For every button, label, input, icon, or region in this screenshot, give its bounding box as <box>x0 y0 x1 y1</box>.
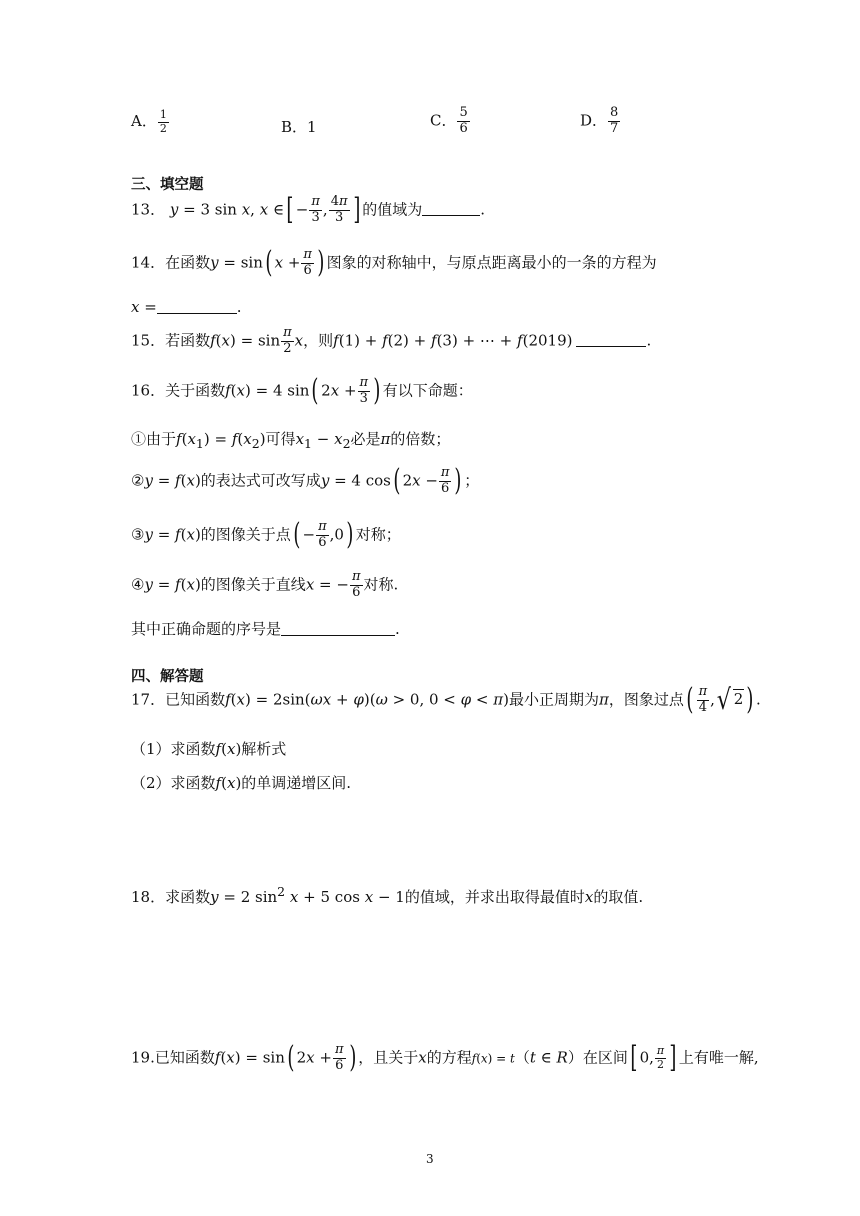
answer-blank[interactable] <box>157 298 237 314</box>
fraction: $\frac{5}{6}$ <box>459 105 468 136</box>
question-16-item-4: ④y = f(x)的图像关于直线x = − $\frac{\pi}{6}$ 对称. <box>131 569 399 600</box>
option-a: A． $\frac{1}{2}$ <box>131 108 167 135</box>
question-14: 14．在函数y = sin( x + $\frac{\pi}{6}$ ) 图象的对称轴中，与原点距离最小的一条的方程为 <box>131 245 657 281</box>
answer-blank[interactable] <box>281 620 395 636</box>
question-15: 15．若函数f(x) = sin $\frac{\pi}{2}$ x，则f(1) + f(2) + f(3) + ⋯ + f(2019) . <box>131 325 652 356</box>
question-16: 16．关于函数f(x) = 4 sin( 2x + $\frac{\pi}{3}$ ) 有以下命题： <box>131 373 473 409</box>
fraction: $\frac{1}{2}$ <box>159 108 167 135</box>
option-c: C． $\frac{5}{6}$ <box>430 105 468 136</box>
page-number: 3 <box>426 1152 434 1166</box>
fraction: $\frac{8}{7}$ <box>610 105 619 136</box>
question-16-item-3: ③y = f(x)的图像关于点( − $\frac{\pi}{6}$ ,0) 对称； <box>131 517 401 553</box>
question-18: 18．求函数y = 2 $\sin^2 x + 5$ cos x − 1的值域，并求出取得最值时x的取值. <box>131 884 644 906</box>
section-heading-solutions: 四、解答题 <box>131 669 204 685</box>
answer-blank[interactable] <box>422 200 480 216</box>
answer-blank[interactable] <box>576 331 646 347</box>
question-16-item-2: ②y = f(x)的表达式可改写成y = 4 cos( 2x − $\frac{\pi}{6}$ ) ； <box>131 463 480 499</box>
question-14-line2: x = . <box>131 298 242 316</box>
option-b: B．1 <box>281 118 317 136</box>
question-16-conclusion: 其中正确命题的序号是 . <box>131 620 400 638</box>
question-17-part-2: （2）求函数f(x)的单调递增区间. <box>131 774 352 792</box>
question-19: 19.已知函数f(x) = sin( 2x + $\frac{\pi}{6}$ ) ，且关于x的方程f(x) = t（t ∈ R）在区间[ 0, $\frac{\pi}{2}$ ] 上有唯一解, <box>131 1040 759 1076</box>
section-heading-fill-in: 三、填空题 <box>131 177 204 193</box>
question-16-item-1: ①由于$f(x_1) = f(x_2)$可得$x_1 - x_2$必是π的倍数； <box>131 430 451 451</box>
question-13: 13． y = 3 sin x, x ∈[ − $\frac{\pi}{3}$ , $\frac{4\pi}{3}$ ] 的值域为 . <box>131 192 486 228</box>
question-17-part-1: （1）求函数f(x)解析式 <box>131 740 287 758</box>
question-17: 17．已知函数f(x) = 2sin(ωx + φ)(ω > 0, 0 < φ < π)最小正周期为π，图象过点( $\frac{\pi}{4}$ ,√ 2 ) . <box>131 682 761 718</box>
math-formula: y <box>169 200 179 219</box>
option-d: D． $\frac{8}{7}$ <box>580 105 619 136</box>
